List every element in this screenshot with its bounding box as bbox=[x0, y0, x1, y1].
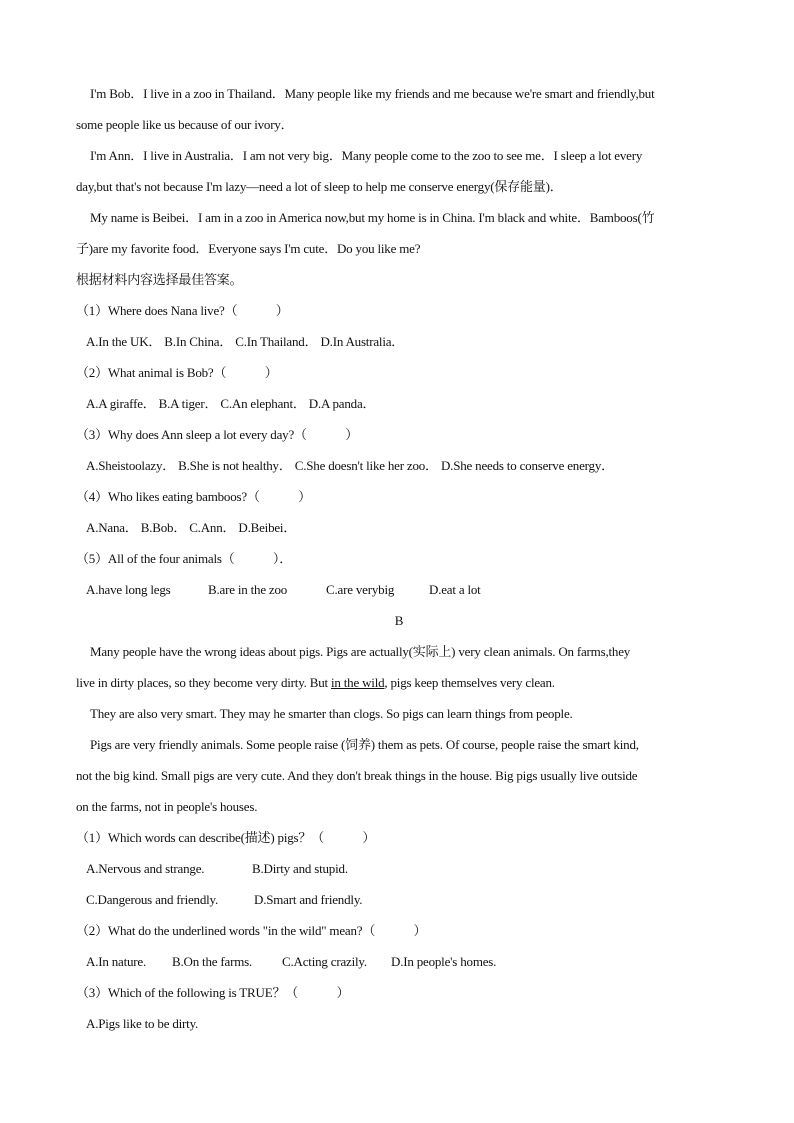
option[interactable]: B.are in the zoo bbox=[208, 582, 288, 597]
passage-a-line-5: My name is Beibei．I am in a zoo in America now,but my home is in China. I'm black and white．Bamboos(竹 bbox=[90, 210, 655, 225]
option[interactable]: A.In nature. bbox=[86, 954, 147, 969]
passage-b-line-3: They are also very smart. They may he smarter than clogs. So pigs can learn things from people. bbox=[90, 706, 573, 721]
question-a1-stem: （1）Where does Nana live?（ ） bbox=[76, 303, 289, 318]
question-a2-stem: （2）What animal is Bob?（ ） bbox=[76, 365, 278, 380]
option[interactable]: B.A tiger． bbox=[158, 396, 218, 411]
option[interactable]: D.In people's homes. bbox=[391, 954, 497, 969]
option[interactable]: B.On the farms. bbox=[172, 954, 253, 969]
passage-a-line-1: I'm Bob．I live in a zoo in Thailand．Many people like my friends and me because we're smart and friendly,but bbox=[90, 86, 655, 101]
question-a1-options bbox=[76, 326, 722, 357]
passage-a-line-6: 子)are my favorite food．Everyone says I'm cute．Do you like me? bbox=[76, 241, 421, 256]
option[interactable]: A.Sheistoolazy． bbox=[86, 458, 176, 473]
option[interactable]: A.Pigs like to be dirty. bbox=[86, 1016, 199, 1031]
option[interactable]: A.have long legs bbox=[86, 582, 171, 597]
option[interactable]: B.She is not healthy． bbox=[178, 458, 292, 473]
option[interactable]: C.An elephant． bbox=[220, 396, 306, 411]
question-b1-stem: （1）Which words can describe(描述) pigs？（ ） bbox=[76, 830, 376, 845]
text-segment: , pigs keep themselves very clean. bbox=[384, 675, 555, 690]
document-page bbox=[76, 78, 722, 1039]
passage-b-line-1: Many people have the wrong ideas about pigs. Pigs are actually(实际上) very clean animals. On farms,they bbox=[90, 644, 631, 659]
option[interactable]: C.In Thailand． bbox=[235, 334, 318, 349]
option[interactable]: D.Beibei． bbox=[238, 520, 297, 535]
section-b-label: B bbox=[394, 613, 404, 628]
option[interactable]: A.Nervous and strange. bbox=[86, 861, 205, 876]
option[interactable]: A.In the UK． bbox=[86, 334, 162, 349]
option[interactable]: A.Nana． bbox=[86, 520, 138, 535]
passage-a-line-2: some people like us because of our ivory． bbox=[76, 117, 294, 132]
question-b3-stem: （3）Which of the following is TRUE？（ ） bbox=[76, 985, 350, 1000]
option[interactable]: C.She doesn't like her zoo． bbox=[294, 458, 438, 473]
question-a3-stem: （3）Why does Ann sleep a lot every day?（ ） bbox=[76, 427, 359, 442]
option[interactable]: C.Dangerous and friendly. bbox=[86, 892, 219, 907]
question-a2-options bbox=[76, 388, 722, 419]
option[interactable]: D.A panda． bbox=[308, 396, 376, 411]
question-b2-stem: （2）What do the underlined words "in the wild" mean?（ ） bbox=[76, 923, 427, 938]
passage-a-line-4: day,but that's not because I'm lazy—need a lot of sleep to help me conserve energy(保存能量)． bbox=[76, 179, 563, 194]
option[interactable]: B.In China． bbox=[164, 334, 233, 349]
question-b3-options bbox=[76, 1008, 722, 1039]
option[interactable]: D.eat a lot bbox=[429, 582, 481, 597]
question-b1-options-row1 bbox=[76, 853, 722, 884]
option[interactable]: B.Dirty and stupid. bbox=[252, 861, 348, 876]
option[interactable]: D.She needs to conserve energy． bbox=[440, 458, 614, 473]
question-b1-options-row2 bbox=[76, 884, 722, 915]
question-a4-options bbox=[76, 512, 722, 543]
question-a3-options bbox=[76, 450, 722, 481]
passage-b-line-6: on the farms, not in people's houses. bbox=[76, 799, 258, 814]
text-segment: live in dirty places, so they become very dirty. But bbox=[76, 675, 331, 690]
instruction: 根据材料内容选择最佳答案。 bbox=[76, 272, 243, 287]
option[interactable]: C.Acting crazily. bbox=[282, 954, 367, 969]
option[interactable]: D.Smart and friendly. bbox=[254, 892, 363, 907]
passage-b-line-5: not the big kind. Small pigs are very cute. And they don't break things in the house. Big pigs usually live outside bbox=[76, 768, 638, 783]
option[interactable]: A.A giraffe． bbox=[86, 396, 156, 411]
underlined-phrase: in the wild bbox=[331, 675, 385, 690]
passage-b-line-2 bbox=[76, 667, 722, 698]
question-a5-stem: （5）All of the four animals（ ）． bbox=[76, 551, 293, 566]
question-a5-options bbox=[76, 574, 722, 605]
option[interactable]: B.Bob． bbox=[140, 520, 187, 535]
option[interactable]: C.Ann． bbox=[189, 520, 236, 535]
passage-a-line-3: I'm Ann．I live in Australia．I am not very big．Many people come to the zoo to see me．I sleep a lot every bbox=[90, 148, 643, 163]
option[interactable]: D.In Australia． bbox=[320, 334, 405, 349]
option[interactable]: C.are verybig bbox=[326, 582, 395, 597]
passage-b-line-4: Pigs are very friendly animals. Some people raise (饲养) them as pets. Of course, people raise the smart kind, bbox=[90, 737, 639, 752]
question-a4-stem: （4）Who likes eating bamboos?（ ） bbox=[76, 489, 311, 504]
question-b2-options bbox=[76, 946, 722, 977]
